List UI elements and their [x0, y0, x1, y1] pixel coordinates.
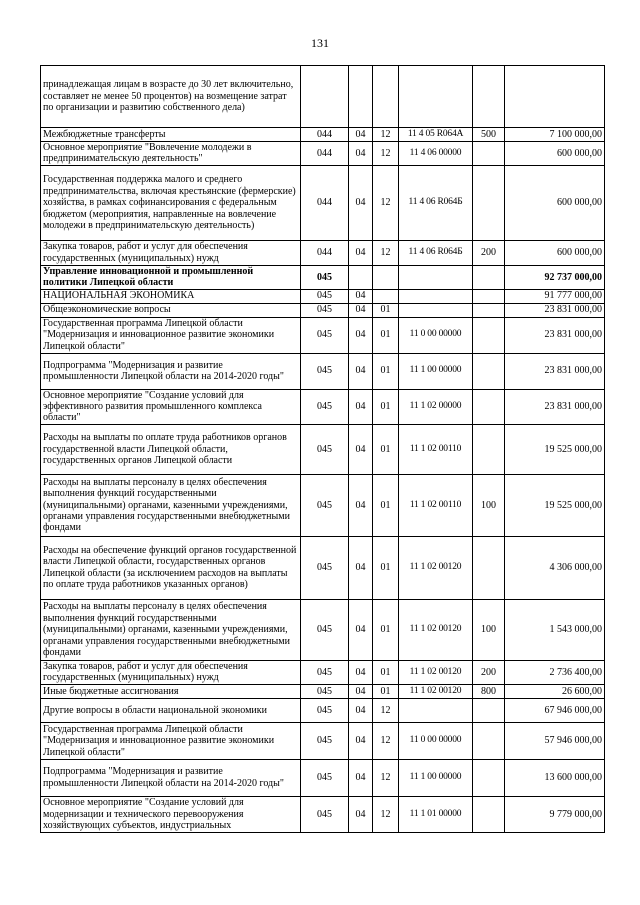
subsection-cell — [373, 289, 399, 303]
section-cell: 04 — [349, 303, 373, 317]
table-row — [41, 698, 605, 722]
section-cell: 04 — [349, 684, 373, 698]
expense-type-cell — [473, 759, 505, 796]
row-name-cell: Расходы на выплаты персоналу в целях обеспечения выполнения функций государственными (муниципальными) органами, казенными учреждениями, органами управления государственными внебюджетными фондами — [41, 474, 301, 536]
amount-cell: 13 600 000,00 — [505, 759, 605, 796]
subsection-cell: 12 — [373, 240, 399, 265]
row-name-cell: Закупка товаров, работ и услуг для обеспечения государственных (муниципальных) нужд — [41, 240, 301, 265]
expense-type-cell — [473, 536, 505, 599]
row-name-cell: Управление инновационной и промышленной политики Липецкой области — [41, 265, 301, 289]
subsection-cell: 01 — [373, 424, 399, 474]
expense-type-cell: 200 — [473, 240, 505, 265]
table-row — [41, 289, 605, 303]
target-article-cell — [399, 698, 473, 722]
target-article-cell: 11 1 01 00000 — [399, 796, 473, 832]
target-article-cell: 11 1 00 00000 — [399, 759, 473, 796]
amount-cell: 600 000,00 — [505, 142, 605, 166]
section-cell: 04 — [349, 165, 373, 240]
target-article-cell — [399, 66, 473, 128]
target-article-cell — [399, 265, 473, 289]
ministry-code-cell: 044 — [301, 165, 349, 240]
amount-cell: 19 525 000,00 — [505, 474, 605, 536]
expense-type-cell: 100 — [473, 474, 505, 536]
section-cell: 04 — [349, 142, 373, 166]
table-row — [41, 317, 605, 353]
target-article-cell: 11 1 02 00120 — [399, 660, 473, 684]
ministry-code-cell: 045 — [301, 722, 349, 759]
subsection-cell: 12 — [373, 128, 399, 142]
expense-type-cell — [473, 265, 505, 289]
table-row — [41, 424, 605, 474]
section-cell: 04 — [349, 128, 373, 142]
section-cell: 04 — [349, 424, 373, 474]
subsection-cell — [373, 265, 399, 289]
table-row — [41, 165, 605, 240]
amount-cell: 23 831 000,00 — [505, 389, 605, 424]
subsection-cell: 01 — [373, 684, 399, 698]
table-row — [41, 240, 605, 265]
row-name-cell: НАЦИОНАЛЬНАЯ ЭКОНОМИКА — [41, 289, 301, 303]
target-article-cell: 11 1 02 00120 — [399, 536, 473, 599]
ministry-code-cell: 045 — [301, 684, 349, 698]
ministry-code-cell: 045 — [301, 317, 349, 353]
expense-type-cell — [473, 722, 505, 759]
section-cell: 04 — [349, 536, 373, 599]
page-number: 131 — [311, 36, 329, 50]
section-cell: 04 — [349, 759, 373, 796]
amount-cell: 2 736 400,00 — [505, 660, 605, 684]
table-row — [41, 660, 605, 684]
expense-type-cell: 800 — [473, 684, 505, 698]
amount-cell: 19 525 000,00 — [505, 424, 605, 474]
subsection-cell: 01 — [373, 353, 399, 389]
amount-cell: 91 777 000,00 — [505, 289, 605, 303]
subsection-cell: 01 — [373, 660, 399, 684]
subsection-cell: 12 — [373, 698, 399, 722]
section-cell: 04 — [349, 660, 373, 684]
ministry-code-cell: 045 — [301, 265, 349, 289]
target-article-cell: 11 4 06 00000 — [399, 142, 473, 166]
ministry-code-cell: 045 — [301, 303, 349, 317]
ministry-code-cell: 044 — [301, 128, 349, 142]
ministry-code-cell: 045 — [301, 424, 349, 474]
ministry-code-cell: 045 — [301, 353, 349, 389]
row-name-cell: Расходы на обеспечение функций органов государственной власти Липецкой области, государственных органов Липецкой области (за исключением расходов на выплаты по оплате труда работников указанных органов) — [41, 536, 301, 599]
subsection-cell: 12 — [373, 142, 399, 166]
amount-cell: 600 000,00 — [505, 240, 605, 265]
table-row — [41, 599, 605, 660]
target-article-cell: 11 1 00 00000 — [399, 353, 473, 389]
ministry-code-cell: 045 — [301, 796, 349, 832]
subsection-cell: 01 — [373, 317, 399, 353]
row-name-cell: Основное мероприятие "Вовлечение молодежи в предпринимательскую деятельность" — [41, 142, 301, 166]
table-row — [41, 389, 605, 424]
ministry-code-cell: 044 — [301, 142, 349, 166]
table-row — [41, 722, 605, 759]
amount-cell: 23 831 000,00 — [505, 303, 605, 317]
row-name-cell: Государственная поддержка малого и среднего предпринимательства, включая крестьянские (фермерские) хозяйства, в рамках софинансирования с федеральным бюджетом (мероприятия, направленные на вовлечение молодежи в предпринимательскую деятельность) — [41, 165, 301, 240]
subsection-cell: 01 — [373, 536, 399, 599]
expense-type-cell — [473, 424, 505, 474]
section-cell — [349, 265, 373, 289]
row-name-cell: Иные бюджетные ассигнования — [41, 684, 301, 698]
subsection-cell: 12 — [373, 796, 399, 832]
row-name-cell: Основное мероприятие "Создание условий для модернизации и технического перевооружения хозяйствующих субъектов, индустриальных — [41, 796, 301, 832]
ministry-code-cell: 045 — [301, 389, 349, 424]
table-row — [41, 796, 605, 832]
target-article-cell: 11 4 05 R064A — [399, 128, 473, 142]
section-cell — [349, 66, 373, 128]
table-row — [41, 759, 605, 796]
ministry-code-cell: 045 — [301, 474, 349, 536]
amount-cell: 23 831 000,00 — [505, 353, 605, 389]
ministry-code-cell: 045 — [301, 536, 349, 599]
ministry-code-cell: 044 — [301, 240, 349, 265]
row-name-cell: принадлежащая лицам в возрасте до 30 лет включительно, составляет не менее 50 процентов) на возмещение затрат по организации и развитию собственного дела) — [41, 66, 301, 128]
expense-type-cell: 200 — [473, 660, 505, 684]
target-article-cell: 11 1 02 00110 — [399, 474, 473, 536]
section-cell: 04 — [349, 289, 373, 303]
amount-cell: 57 946 000,00 — [505, 722, 605, 759]
amount-cell: 26 600,00 — [505, 684, 605, 698]
subsection-cell: 01 — [373, 389, 399, 424]
amount-cell: 9 779 000,00 — [505, 796, 605, 832]
section-cell: 04 — [349, 317, 373, 353]
expense-type-cell — [473, 353, 505, 389]
section-cell: 04 — [349, 353, 373, 389]
table-row — [41, 474, 605, 536]
table-row — [41, 265, 605, 289]
amount-cell: 600 000,00 — [505, 165, 605, 240]
subsection-cell: 12 — [373, 722, 399, 759]
ministry-code-cell: 045 — [301, 759, 349, 796]
row-name-cell: Подпрограмма "Модернизация и развитие промышленности Липецкой области на 2014-2020 годы" — [41, 759, 301, 796]
subsection-cell: 01 — [373, 474, 399, 536]
subsection-cell — [373, 66, 399, 128]
row-name-cell: Межбюджетные трансферты — [41, 128, 301, 142]
target-article-cell: 11 1 02 00120 — [399, 684, 473, 698]
target-article-cell — [399, 289, 473, 303]
target-article-cell: 11 0 00 00000 — [399, 722, 473, 759]
target-article-cell: 11 4 06 R064Б — [399, 240, 473, 265]
ministry-code-cell: 045 — [301, 660, 349, 684]
target-article-cell: 11 0 00 00000 — [399, 317, 473, 353]
ministry-code-cell: 045 — [301, 698, 349, 722]
subsection-cell: 12 — [373, 759, 399, 796]
amount-cell: 4 306 000,00 — [505, 536, 605, 599]
section-cell: 04 — [349, 389, 373, 424]
section-cell: 04 — [349, 599, 373, 660]
expense-type-cell — [473, 317, 505, 353]
table-row — [41, 536, 605, 599]
row-name-cell: Подпрограмма "Модернизация и развитие промышленности Липецкой области на 2014-2020 годы" — [41, 353, 301, 389]
table-row — [41, 684, 605, 698]
row-name-cell: Общеэкономические вопросы — [41, 303, 301, 317]
target-article-cell: 11 4 06 R064Б — [399, 165, 473, 240]
subsection-cell: 12 — [373, 165, 399, 240]
expense-type-cell — [473, 142, 505, 166]
row-name-cell: Расходы на выплаты персоналу в целях обеспечения выполнения функций государственными (муниципальными) органами, казенными учреждениями, органами управления государственными внебюджетными фондами — [41, 599, 301, 660]
expense-type-cell — [473, 165, 505, 240]
table-row — [41, 303, 605, 317]
amount-cell: 1 543 000,00 — [505, 599, 605, 660]
row-name-cell: Расходы на выплаты по оплате труда работников органов государственной власти Липецкой области, государственных органов Липецкой области — [41, 424, 301, 474]
expense-type-cell: 500 — [473, 128, 505, 142]
expense-type-cell — [473, 796, 505, 832]
ministry-code-cell: 045 — [301, 289, 349, 303]
subsection-cell: 01 — [373, 303, 399, 317]
section-cell: 04 — [349, 474, 373, 536]
section-cell: 04 — [349, 698, 373, 722]
row-name-cell: Другие вопросы в области национальной экономики — [41, 698, 301, 722]
table-row — [41, 128, 605, 142]
expense-type-cell — [473, 389, 505, 424]
ministry-code-cell: 045 — [301, 599, 349, 660]
amount-cell: 92 737 000,00 — [505, 265, 605, 289]
expense-type-cell: 100 — [473, 599, 505, 660]
table-body — [41, 66, 605, 833]
section-cell: 04 — [349, 722, 373, 759]
table-row — [41, 66, 605, 128]
target-article-cell — [399, 303, 473, 317]
target-article-cell: 11 1 02 00120 — [399, 599, 473, 660]
amount-cell: 67 946 000,00 — [505, 698, 605, 722]
amount-cell: 7 100 000,00 — [505, 128, 605, 142]
ministry-code-cell — [301, 66, 349, 128]
budget-table — [40, 65, 605, 833]
row-name-cell: Основное мероприятие "Создание условий для эффективного развития промышленного комплекса области" — [41, 389, 301, 424]
target-article-cell: 11 1 02 00110 — [399, 424, 473, 474]
table-row — [41, 142, 605, 166]
row-name-cell: Государственная программа Липецкой области "Модернизация и инновационное развитие экономики Липецкой области" — [41, 317, 301, 353]
target-article-cell: 11 1 02 00000 — [399, 389, 473, 424]
subsection-cell: 01 — [373, 599, 399, 660]
expense-type-cell — [473, 289, 505, 303]
expense-type-cell — [473, 698, 505, 722]
expense-type-cell — [473, 303, 505, 317]
amount-cell: 23 831 000,00 — [505, 317, 605, 353]
section-cell: 04 — [349, 240, 373, 265]
row-name-cell: Закупка товаров, работ и услуг для обеспечения государственных (муниципальных) нужд — [41, 660, 301, 684]
row-name-cell: Государственная программа Липецкой области "Модернизация и инновационное развитие экономики Липецкой области" — [41, 722, 301, 759]
amount-cell — [505, 66, 605, 128]
section-cell: 04 — [349, 796, 373, 832]
expense-type-cell — [473, 66, 505, 128]
table-row — [41, 353, 605, 389]
